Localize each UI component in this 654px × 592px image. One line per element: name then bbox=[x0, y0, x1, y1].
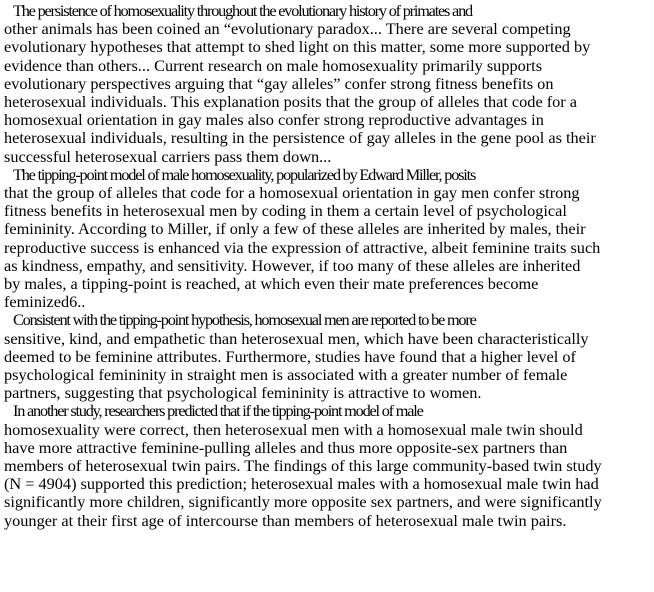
text-line: heterosexual individuals. This explanation posits that the group of alleles that code for a bbox=[4, 92, 578, 112]
text-line: evolutionary perspectives arguing that “gay alleles” confer strong fitness benefits on bbox=[4, 73, 554, 93]
text-line: homosexual orientation in gay males also confer strong reproductive advantages in bbox=[4, 110, 544, 130]
paragraph-4 bbox=[4, 402, 650, 529]
text-line: In another study, researchers predicted that if the tipping-point model of male bbox=[13, 401, 423, 421]
text-line: The persistence of homosexuality throughout the evolutionary history of primates and bbox=[13, 1, 472, 20]
text-line: fitness benefits in heterosexual men by coding in them a certain level of psychological bbox=[4, 201, 567, 221]
text-line: homosexuality were correct, then heterosexual men with a homosexual male twin should bbox=[4, 419, 583, 439]
text-line: members of heterosexual twin pairs. The findings of this large community-based twin study bbox=[4, 456, 602, 476]
text-line: successful heterosexual carriers pass them down... bbox=[4, 146, 332, 166]
text-line: reproductive success is enhanced via the expression of attractive, albeit feminine traits such bbox=[4, 237, 601, 257]
paragraph-2 bbox=[4, 166, 650, 312]
text-line: younger at their first age of intercourse than members of heterosexual male twin pairs. bbox=[4, 510, 567, 530]
paragraph-1 bbox=[4, 2, 650, 166]
text-line: that the group of alleles that code for a homosexual orientation in gay men confer strong bbox=[4, 183, 580, 203]
text-line: sensitive, kind, and empathetic than heterosexual men, which have been characteristically bbox=[4, 328, 589, 348]
text-line: significantly more children, significantly more opposite sex partners, and were significantly bbox=[4, 492, 602, 512]
text-line: evolutionary hypotheses that attempt to shed light on this matter, some more supported by bbox=[4, 37, 591, 57]
text-line: have more attractive feminine-pulling alleles and thus more opposite-sex partners than bbox=[4, 437, 568, 457]
text-line: psychological femininity in straight men is associated with a greater number of female bbox=[4, 365, 568, 385]
text-line: (N = 4904) supported this prediction; heterosexual males with a homosexual male twin had bbox=[4, 474, 599, 494]
text-line: other animals has been coined an “evolutionary paradox... There are several competing bbox=[4, 19, 571, 39]
text-line: Consistent with the tipping-point hypothesis, homosexual men are reported to be more bbox=[13, 310, 476, 330]
text-line: as kindness, empathy, and sensitivity. However, if too many of these alleles are inherited bbox=[4, 255, 581, 275]
text-line: evidence than others... Current research on male homosexuality primarily supports bbox=[4, 55, 543, 75]
text-line: partners, suggesting that psychological femininity is attractive to women. bbox=[4, 383, 482, 403]
text-line: feminized6.. bbox=[4, 292, 86, 312]
text-line: femininity. According to Miller, if only a few of these alleles are inherited by males, their bbox=[4, 219, 586, 239]
paragraph-3 bbox=[4, 311, 650, 402]
text-line: by males, a tipping-point is reached, at which even their mate preferences become bbox=[4, 274, 539, 294]
text-line: heterosexual individuals, resulting in the persistence of gay alleles in the gene pool as their bbox=[4, 128, 596, 148]
text-line: The tipping-point model of male homosexuality, popularized by Edward Miller, posits bbox=[13, 164, 476, 184]
text-line: deemed to be feminine attributes. Furthermore, studies have found that a higher level of bbox=[4, 346, 576, 366]
